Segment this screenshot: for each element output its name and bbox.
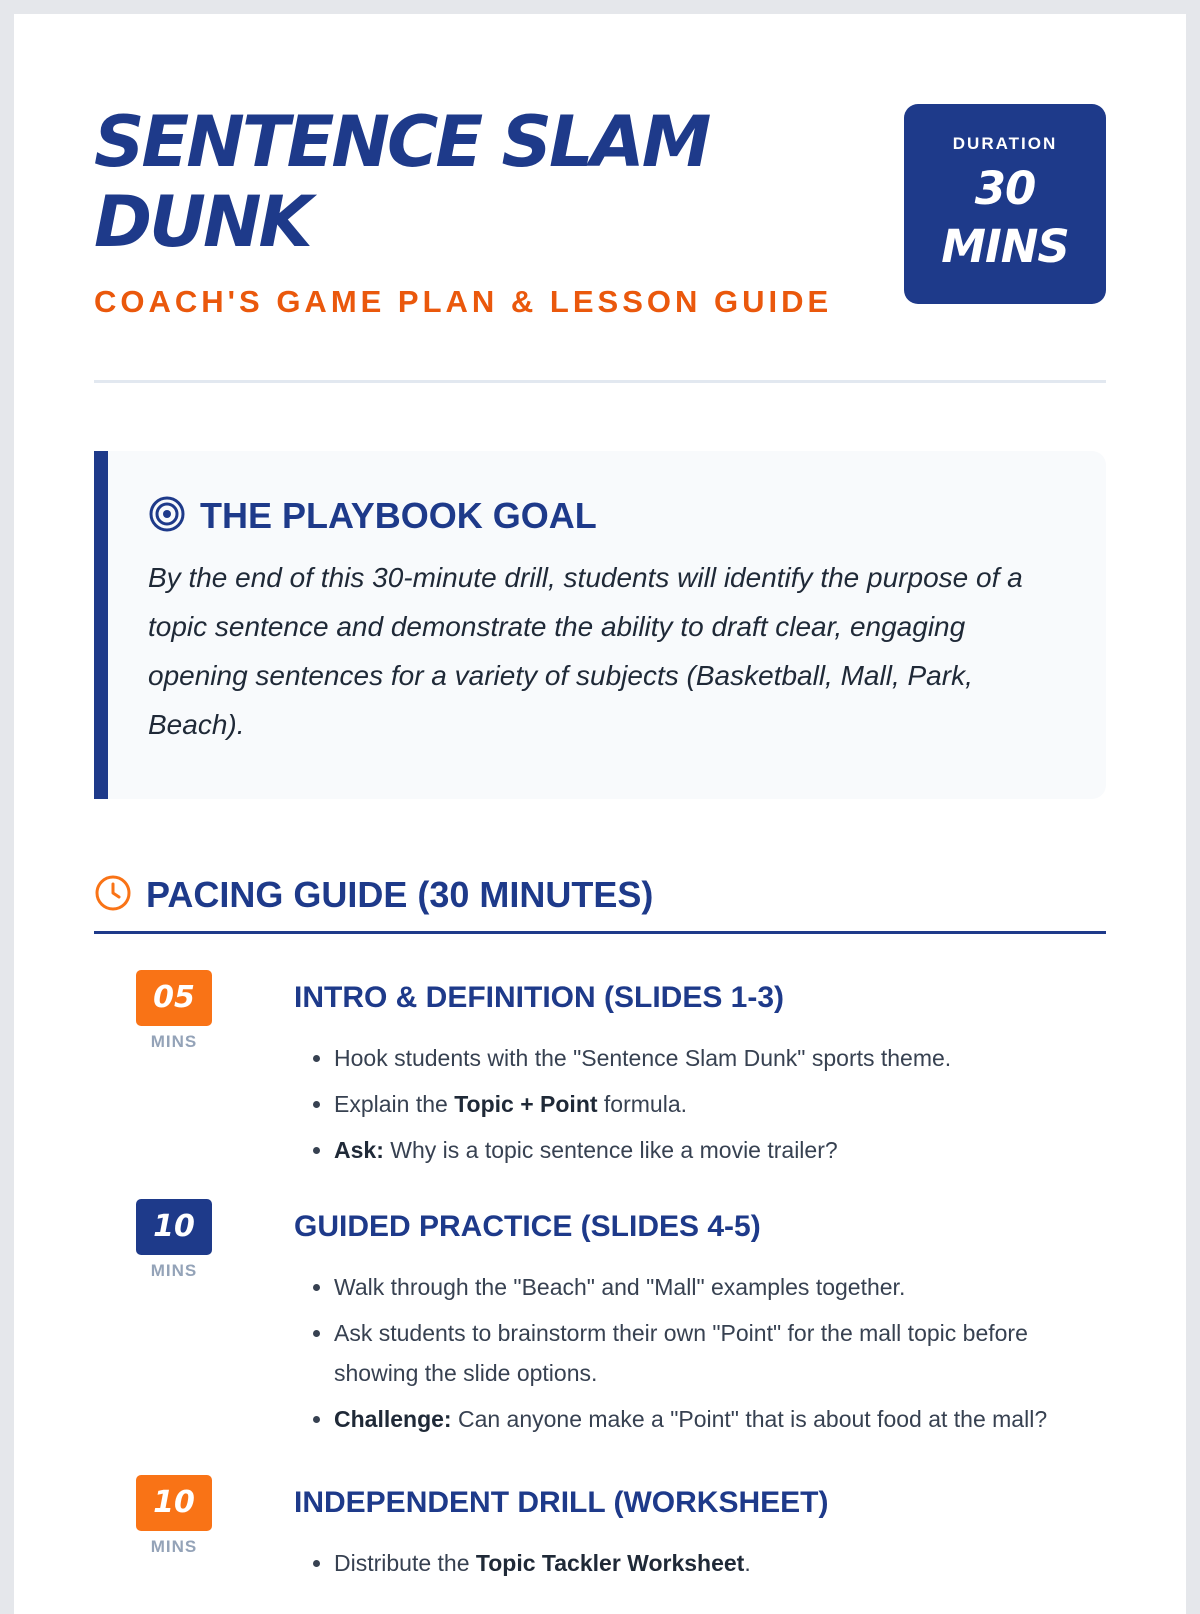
minutes-unit: MINS [150, 1032, 198, 1051]
item-text: Can anyone make a "Point" that is about food at the mall? [451, 1406, 1048, 1432]
minutes-unit: MINS [150, 1537, 198, 1556]
goal-card [94, 451, 1106, 799]
minutes-value: 10 [136, 1199, 212, 1255]
pacing-steps [94, 970, 1106, 1583]
list-item [334, 1130, 1106, 1170]
list-item [334, 1543, 1106, 1583]
list-item [334, 1313, 1106, 1393]
item-text: Why is a topic sentence like a movie trailer? [383, 1137, 838, 1163]
page-header [94, 14, 1106, 380]
duration-label: DURATION [952, 134, 1058, 153]
pacing-step [94, 970, 1106, 1170]
item-emphasis: Topic + Point [454, 1091, 598, 1117]
pacing-step [94, 1475, 1106, 1583]
step-body [294, 970, 1106, 1170]
list-item [334, 1267, 1106, 1307]
duration-badge [904, 104, 1106, 304]
minutes-value: 05 [136, 970, 212, 1026]
list-item [334, 1399, 1106, 1439]
step-body [294, 1475, 1106, 1583]
clock-icon [94, 874, 132, 916]
minutes-badge [136, 1475, 212, 1557]
lesson-page [14, 14, 1186, 1614]
step-body [294, 1199, 1106, 1439]
item-text: Ask students to brainstorm their own "Point" for the mall topic before showing the slide options. [334, 1320, 1028, 1386]
minutes-value: 10 [136, 1475, 212, 1531]
minutes-unit: MINS [150, 1261, 198, 1280]
item-label: Challenge: [334, 1406, 452, 1432]
item-text-end: . [744, 1550, 751, 1576]
step-title: INDEPENDENT DRILL (WORKSHEET) [294, 1486, 829, 1519]
page-subtitle: COACH'S GAME PLAN & LESSON GUIDE [94, 284, 833, 319]
item-text: Explain the [334, 1091, 455, 1117]
goal-text: By the end of this 30-minute drill, students will identify the purpose of a topic sentence and demonstrate the ability to draft clear, engaging opening sentences for a variety of subjects (Basketball, Mall, Park, Beach). [148, 562, 1023, 740]
step-list [294, 1038, 1106, 1170]
item-label: Ask: [334, 1137, 384, 1163]
target-icon [148, 495, 186, 537]
minutes-badge [136, 970, 212, 1052]
step-list [294, 1267, 1106, 1439]
item-emphasis: Topic Tackler Worksheet [475, 1550, 745, 1576]
goal-header [148, 495, 1056, 537]
step-title: GUIDED PRACTICE (SLIDES 4-5) [294, 1210, 761, 1243]
goal-title: THE PLAYBOOK GOAL [200, 495, 597, 536]
duration-value: 30 MINS [941, 162, 1069, 273]
item-text-end: formula. [597, 1091, 688, 1117]
item-text: Hook students with the "Sentence Slam Dunk" sports theme. [334, 1045, 952, 1071]
item-text: Distribute the [334, 1550, 476, 1576]
item-text: Walk through the "Beach" and "Mall" examples together. [334, 1274, 906, 1300]
pacing-header [94, 867, 1106, 934]
minutes-badge [136, 1199, 212, 1281]
list-item [334, 1038, 1106, 1078]
header-divider [94, 380, 1106, 383]
list-item [334, 1084, 1106, 1124]
page-title: SENTENCE SLAM DUNK [94, 101, 709, 263]
step-title: INTRO & DEFINITION (SLIDES 1-3) [294, 981, 785, 1014]
pacing-title: PACING GUIDE (30 MINUTES) [146, 874, 654, 915]
step-list [294, 1543, 1106, 1583]
pacing-step [94, 1199, 1106, 1439]
